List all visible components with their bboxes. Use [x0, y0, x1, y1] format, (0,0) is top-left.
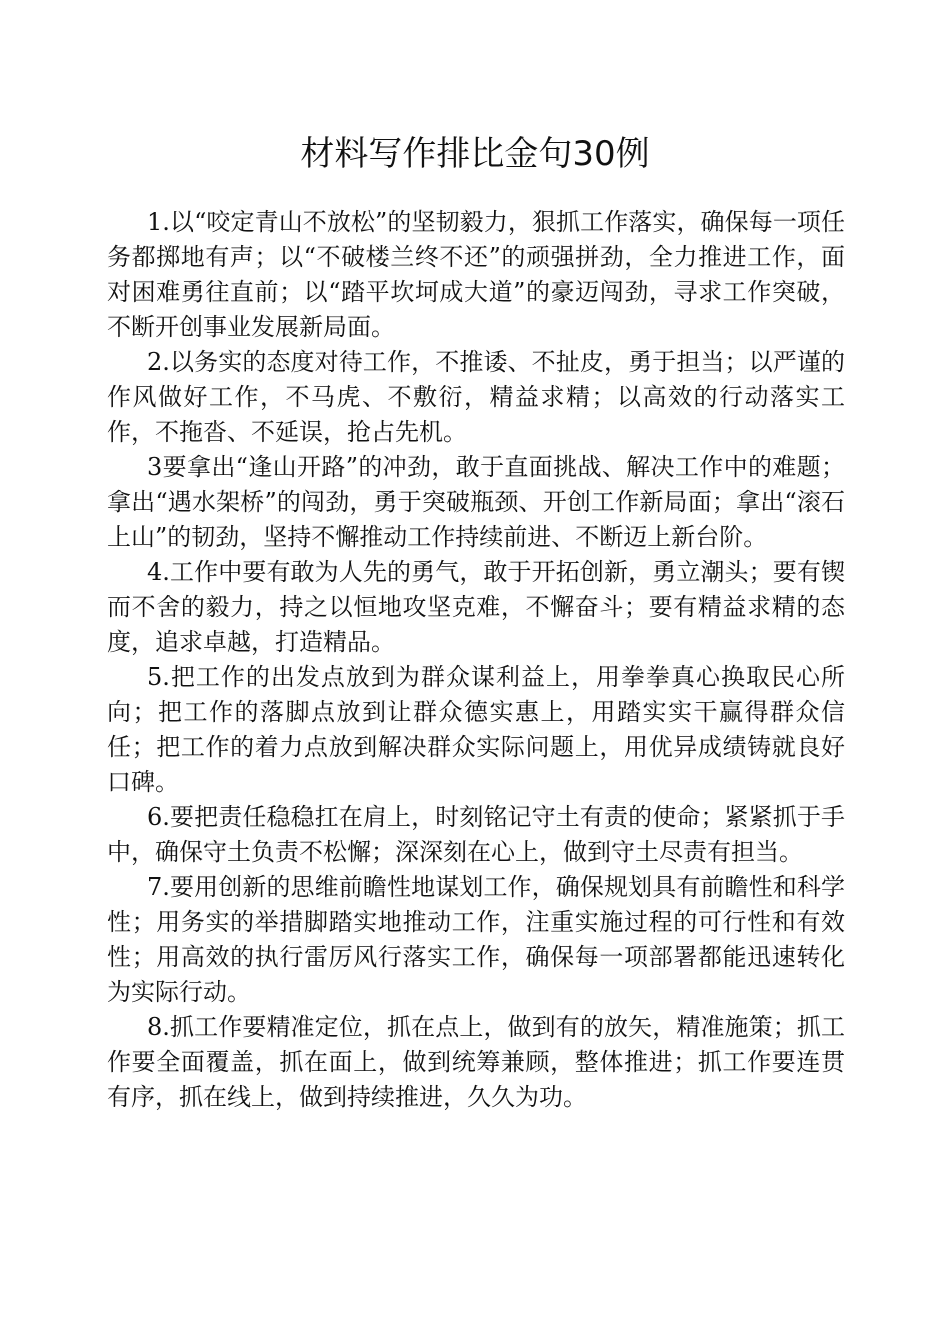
- paragraph-6: 6.要把责任稳稳扛在肩上，时刻铭记守土有责的使命；紧紧抓于手中，确保守土负责不松懈；深深刻在心上，做到守土尽责有担当。: [107, 803, 845, 866]
- paragraph-8: 8.抓工作要精准定位，抓在点上，做到有的放矢，精准施策；抓工作要全面覆盖，抓在面上，做到统筹兼顾，整体推进；抓工作要连贯有序，抓在线上，做到持续推进，久久为功。: [107, 1013, 845, 1111]
- paragraph-4: 4.工作中要有敢为人先的勇气，敢于开拓创新，勇立潮头；要有锲而不舍的毅力，持之以恒地攻坚克难，不懈奋斗；要有精益求精的态度，追求卓越，打造精品。: [107, 558, 845, 656]
- document-title: 材料写作排比金句30例: [300, 134, 650, 174]
- paragraph-7: 7.要用创新的思维前瞻性地谋划工作，确保规划具有前瞻性和科学性；用务实的举措脚踏实地推动工作，注重实施过程的可行性和有效性；用高效的执行雷厉风行落实工作，确保每一项部署都能迅速转化为实际行动。: [107, 873, 845, 1006]
- document-body: [107, 205, 845, 1115]
- paragraph-2: 2.以务实的态度对待工作，不推诿、不扯皮，勇于担当；以严谨的作风做好工作，不马虎、不敷衍，精益求精；以高效的行动落实工作，不拖沓、不延误，抢占先机。: [107, 348, 845, 446]
- paragraph-1: 1.以“咬定青山不放松”的坚韧毅力，狠抓工作落实，确保每一项任务都掷地有声；以“不破楼兰终不还”的顽强拼劲，全力推进工作，面对困难勇往直前；以“踏平坎坷成大道”的豪迈闯劲，寻求工作突破，不断开创事业发展新局面。: [107, 208, 845, 341]
- paragraph-3: 3要拿出“逢山开路”的冲劲，敢于直面挑战、解决工作中的难题；拿出“遇水架桥”的闯劲，勇于突破瓶颈、开创工作新局面；拿出“滚石上山”的韧劲，坚持不懈推动工作持续前进、不断迈上新台阶。: [107, 453, 845, 551]
- paragraph-5: 5.把工作的出发点放到为群众谋利益上，用拳拳真心换取民心所向；把工作的落脚点放到让群众德实惠上，用踏实实干赢得群众信任；把工作的着力点放到解决群众实际问题上，用优异成绩铸就良好口碑。: [107, 663, 845, 796]
